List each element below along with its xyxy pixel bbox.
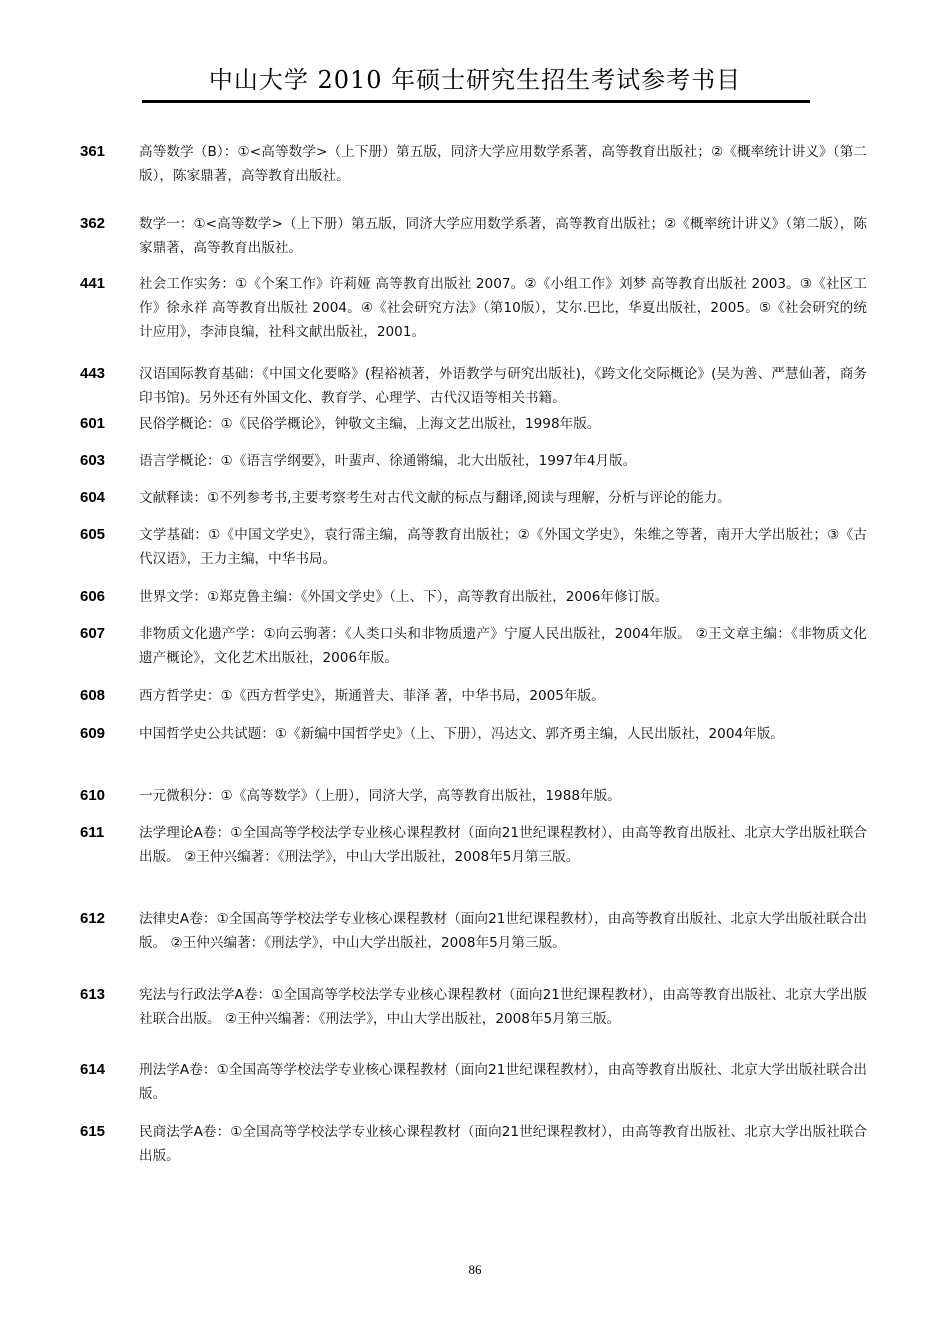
course-code: 608 (80, 687, 106, 704)
course-code: 607 (80, 625, 106, 642)
book-list-text: 文献释读：①不列参考书,主要考察考生对古代文献的标点与翻译,阅读与理解，分析与评论的能力。 (139, 490, 731, 506)
course-code: 606 (80, 588, 106, 605)
book-list-text: 民商法学A卷：①全国高等学校法学专业核心课程教材（面向21世纪课程教材），由高等教育出版社、北京大学出版社联合出版。 (139, 1124, 867, 1164)
course-code: 612 (80, 910, 106, 927)
course-code: 609 (80, 725, 106, 742)
course-code: 614 (80, 1061, 106, 1078)
course-code: 611 (80, 824, 105, 841)
book-list-text: 宪法与行政法学A卷：①全国高等学校法学专业核心课程教材（面向21世纪课程教材），由高等教育出版社、北京大学出版社联合出版。 ②王仲兴编著：《刑法学》，中山大学出版社，2008年5月第三版。 (139, 987, 867, 1027)
book-list-text: 一元微积分：①《高等数学》（上册），同济大学，高等教育出版社，1988年版。 (139, 788, 621, 804)
course-code: 603 (80, 452, 106, 469)
book-list-text: 西方哲学史：①《西方哲学史》，斯通普夫、菲泽 著，中华书局，2005年版。 (139, 688, 605, 704)
course-code: 361 (80, 143, 106, 160)
title-divider (142, 100, 810, 103)
course-code: 604 (80, 489, 106, 506)
book-list-text: 社会工作实务：①《个案工作》许莉娅 高等教育出版社 2007。②《小组工作》刘梦 高等教育出版社 2003。③《社区工作》徐永祥 高等教育出版社 2004。④《社会研究方法》（第10版），艾尔.巴比，华夏出版社，2005。⑤《社会研究的统计应用》，李沛良编，社科文献出版社，2001。 (139, 276, 867, 340)
book-list-text: 法律史A卷：①全国高等学校法学专业核心课程教材（面向21世纪课程教材），由高等教育出版社、北京大学出版社联合出版。 ②王仲兴编著：《刑法学》，中山大学出版社，2008年5月第三版。 (139, 911, 867, 951)
book-list-text: 数学一：①<高等数学>（上下册）第五版，同济大学应用数学系著，高等教育出版社；②《概率统计讲义》（第二版），陈家鼎著，高等教育出版社。 (139, 216, 867, 256)
course-code: 441 (80, 275, 106, 292)
book-list-text: 文学基础：①《中国文学史》，袁行霈主编，高等教育出版社；②《外国文学史》，朱维之等著，南开大学出版社；③《古代汉语》，王力主编，中华书局。 (139, 527, 867, 567)
book-list-text: 语言学概论：①《语言学纲要》，叶蜚声、徐通锵编，北大出版社，1997年4月版。 (139, 453, 637, 469)
course-code: 615 (80, 1123, 106, 1140)
book-list-text: 民俗学概论：①《民俗学概论》，钟敬文主编，上海文艺出版社，1998年版。 (139, 416, 601, 432)
book-list-text: 非物质文化遗产学：①向云驹著：《人类口头和非物质遗产》宁厦人民出版社，2004年版。 ②王文章主编：《非物质文化遗产概论》，文化艺术出版社，2006年版。 (139, 626, 867, 666)
book-list-text: 中国哲学史公共试题：①《新编中国哲学史》（上、下册），冯达文、郭齐勇主编，人民出版社，2004年版。 (139, 726, 784, 742)
course-code: 605 (80, 526, 106, 543)
book-list-text: 世界文学：①郑克鲁主编：《外国文学史》（上、下），高等教育出版社，2006年修订版。 (139, 589, 669, 605)
course-code: 613 (80, 986, 106, 1003)
book-list-text: 汉语国际教育基础：《中国文化要略》(程裕祯著，外语教学与研究出版社)，《跨文化交际概论》(吴为善、严慧仙著，商务印书馆)。另外还有外国文化、教育学、心理学、古代汉语等相关书籍。 (139, 366, 867, 406)
course-code: 362 (80, 215, 106, 232)
course-code: 610 (80, 787, 106, 804)
book-list-text: 刑法学A卷：①全国高等学校法学专业核心课程教材（面向21世纪课程教材），由高等教育出版社、北京大学出版社联合出版。 (139, 1062, 867, 1102)
page-number: 86 (468, 1262, 482, 1277)
course-code: 601 (80, 415, 106, 432)
course-code: 443 (80, 365, 106, 382)
book-list-text: 法学理论A卷：①全国高等学校法学专业核心课程教材（面向21世纪课程教材），由高等教育出版社、北京大学出版社联合出版。 ②王仲兴编著：《刑法学》，中山大学出版社，2008年5月第三版。 (139, 825, 867, 865)
book-list-text: 高等数学（B）：①<高等数学>（上下册）第五版，同济大学应用数学系著，高等教育出版社；②《概率统计讲义》（第二版），陈家鼎著，高等教育出版社。 (139, 144, 867, 184)
page-title: 中山大学 2010 年硕士研究生招生考试参考书目 (208, 66, 742, 94)
